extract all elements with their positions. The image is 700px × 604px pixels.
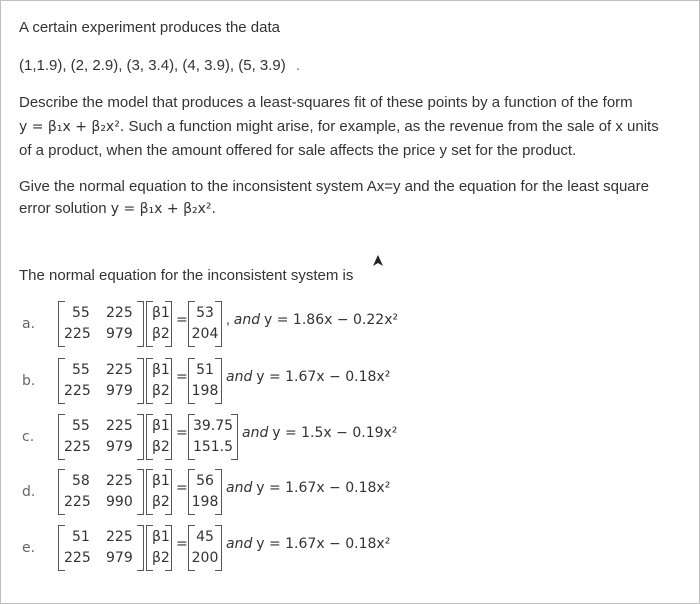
and-word: and: [242, 425, 269, 441]
data-points: [19, 55, 300, 77]
and-word: and: [226, 536, 253, 552]
matrix-cell: 225: [106, 305, 133, 321]
give-prefix: error solution: [19, 200, 107, 217]
equals-sign: =: [176, 312, 188, 328]
matrix-cell: 979: [106, 550, 133, 566]
matrix-cell: 55: [72, 305, 90, 321]
coefficient-matrix: [58, 299, 144, 349]
rhs-cell: 45: [196, 529, 214, 545]
matrix-cell: 225: [106, 362, 133, 378]
option-solution: [226, 479, 390, 496]
rhs-vector: [188, 467, 222, 517]
matrix-cell: 979: [106, 439, 133, 455]
option-model: y = 1.67x − 0.18x²: [256, 536, 391, 552]
rhs-cell: 39.75: [192, 418, 234, 434]
data-points-text: (1,1.9), (2, 2.9), (3, 3.4), (4, 3.9), (5, 3.9): [19, 57, 286, 74]
and-word: and: [233, 312, 261, 328]
rhs-cell: 204: [191, 326, 219, 342]
matrix-cell: 51: [72, 529, 90, 545]
option-4[interactable]: [22, 523, 662, 579]
option-model: y = 1.5x − 0.19x²: [272, 425, 398, 441]
describe-rest: Such a function might arise, for example, as the revenue from the sale of x units: [128, 118, 659, 135]
rhs-vector: [188, 356, 222, 406]
beta-1: β1: [152, 473, 170, 489]
option-letter: a.: [22, 316, 36, 332]
rhs-cell: 53: [196, 305, 214, 321]
matrix-cell: 979: [106, 326, 133, 342]
rhs-cell: 51: [196, 362, 214, 378]
beta-vector: [146, 523, 172, 573]
describe-line-3: of a product, when the amount offered for sale affects the price y set for the product.: [19, 142, 577, 159]
option-letter: c.: [22, 429, 35, 445]
intro-text: A certain experiment produces the data: [19, 19, 280, 36]
beta-1: β1: [152, 418, 170, 434]
coefficient-matrix: [58, 356, 144, 406]
equals-sign: =: [176, 480, 188, 496]
describe-line-2: [19, 116, 659, 138]
beta-2: β2: [152, 326, 170, 342]
option-3[interactable]: [22, 467, 662, 523]
mouse-cursor-icon: [371, 254, 385, 268]
option-model: y = 1.86x − 0.22x²: [264, 312, 399, 328]
data-points-mark: .: [295, 57, 301, 74]
give-line-1: Give the normal equation to the inconsistent system Ax=y and the equation for the least square: [19, 178, 649, 195]
and-word: and: [226, 480, 253, 496]
coefficient-matrix: [58, 523, 144, 573]
describe-model: y = β₁x + β₂x².: [19, 119, 125, 135]
option-letter: d.: [22, 484, 36, 500]
normal-equation-label: The normal equation for the inconsistent system is: [19, 267, 354, 284]
beta-vector: [146, 412, 172, 462]
option-letter: b.: [22, 373, 36, 389]
matrix-cell: 58: [72, 473, 90, 489]
matrix-cell: 225: [64, 439, 91, 455]
matrix-cell: 55: [72, 362, 90, 378]
equals-sign: =: [176, 536, 188, 552]
beta-vector: [146, 467, 172, 517]
option-letter: e.: [22, 540, 36, 556]
matrix-cell: 979: [106, 383, 133, 399]
option-2[interactable]: [22, 412, 662, 468]
matrix-cell: 55: [72, 418, 90, 434]
beta-1: β1: [152, 305, 170, 321]
beta-2: β2: [152, 439, 170, 455]
option-solution: [226, 535, 390, 552]
beta-vector: [146, 356, 172, 406]
equals-sign: =: [176, 369, 188, 385]
beta-1: β1: [152, 362, 170, 378]
give-model: y = β₁x + β₂x².: [110, 201, 216, 217]
beta-2: β2: [152, 383, 170, 399]
coefficient-matrix: [58, 467, 144, 517]
and-word: and: [226, 369, 253, 385]
option-separator: ,: [226, 311, 230, 327]
rhs-cell: 198: [191, 383, 219, 399]
describe-line-1: Describe the model that produces a least-squares fit of these points by a function of the form: [19, 94, 633, 111]
beta-2: β2: [152, 550, 170, 566]
option-0[interactable]: [22, 299, 662, 355]
give-line-2: [19, 198, 216, 220]
beta-vector: [146, 299, 172, 349]
equals-sign: =: [176, 425, 188, 441]
matrix-cell: 225: [64, 494, 91, 510]
matrix-cell: 225: [64, 326, 91, 342]
matrix-cell: 225: [64, 550, 91, 566]
option-solution: [226, 368, 390, 385]
rhs-vector: [188, 412, 238, 462]
coefficient-matrix: [58, 412, 144, 462]
matrix-cell: 225: [106, 529, 133, 545]
option-solution: [242, 424, 397, 441]
rhs-cell: 200: [191, 550, 219, 566]
beta-1: β1: [152, 529, 170, 545]
option-model: y = 1.67x − 0.18x²: [256, 480, 391, 496]
rhs-vector: [188, 299, 222, 349]
matrix-cell: 225: [64, 383, 91, 399]
rhs-cell: 151.5: [192, 439, 234, 455]
rhs-cell: 56: [196, 473, 214, 489]
beta-2: β2: [152, 494, 170, 510]
matrix-cell: 225: [106, 418, 133, 434]
matrix-cell: 990: [106, 494, 133, 510]
matrix-cell: 225: [106, 473, 133, 489]
rhs-vector: [188, 523, 222, 573]
option-1[interactable]: [22, 356, 662, 412]
option-solution: [226, 311, 398, 328]
rhs-cell: 198: [191, 494, 219, 510]
option-model: y = 1.67x − 0.18x²: [256, 369, 391, 385]
